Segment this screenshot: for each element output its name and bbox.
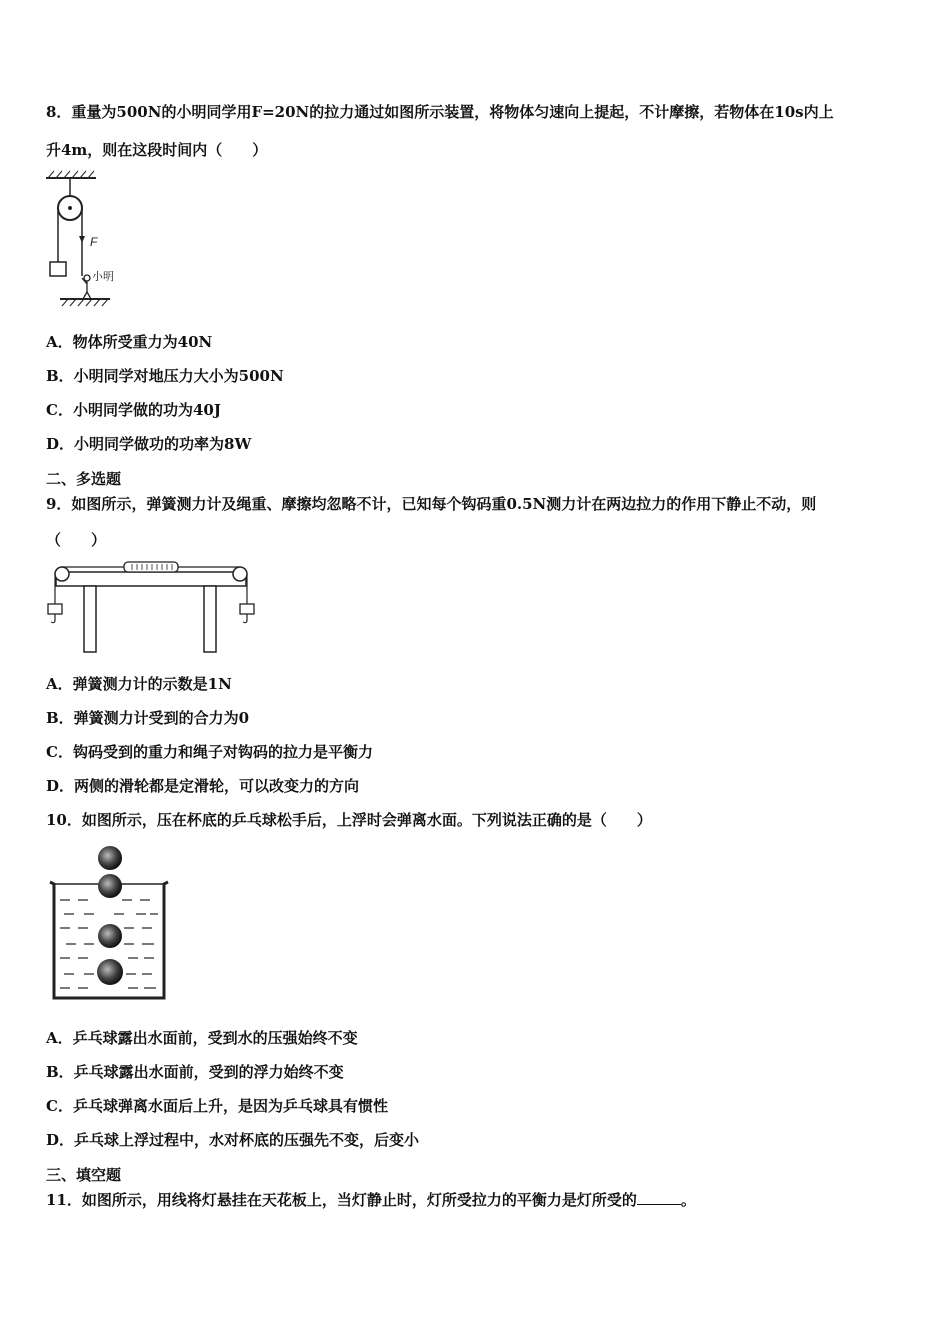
q9-option-d: D．两侧的滑轮都是定滑轮，可以改变力的方向 — [46, 777, 360, 795]
q10-option-b: B．乒乓球露出水面前，受到的浮力始终不变 — [46, 1063, 344, 1081]
q9-stem-line2: （ ） — [46, 531, 107, 549]
ping-pong-beaker-figure — [44, 844, 174, 1004]
q8-stem-line1: 8．重量为500N的小明同学用F=20N的拉力通过如图所示装置，将物体匀速向上提起，不计摩擦，若物体在10s内上 — [46, 103, 834, 121]
q11-stem — [46, 1190, 696, 1210]
person-label: 小明 — [92, 270, 114, 283]
section-heading-fill-in: 三、填空题 — [46, 1166, 122, 1184]
q10-option-c: C．乒乓球弹离水面后上升，是因为乒乓球具有惯性 — [46, 1097, 388, 1115]
q8-option-d: D．小明同学做功的功率为8W — [46, 435, 252, 453]
q9-stem-line1: 9．如图所示，弹簧测力计及绳重、摩擦均忽略不计，已知每个钩码重0.5N测力计在两边拉力的作用下静止不动，则 — [46, 495, 817, 513]
section-heading-multiple-choice: 二、多选题 — [46, 470, 122, 488]
q9-option-c: C．钩码受到的重力和绳子对钩码的拉力是平衡力 — [46, 743, 373, 761]
force-label: F — [90, 235, 98, 249]
answer-blank — [637, 1190, 681, 1205]
q8-option-c: C．小明同学做的功为40J — [46, 401, 221, 419]
q10-option-d: D．乒乓球上浮过程中，水对杯底的压强先不变，后变小 — [46, 1131, 420, 1149]
q9-option-b: B．弹簧测力计受到的合力为0 — [46, 709, 250, 727]
q11-end: 。 — [680, 1191, 696, 1209]
q10-stem: 10．如图所示，压在杯底的乒乓球松手后，上浮时会弹离水面。下列说法正确的是（ ） — [46, 811, 652, 829]
q10-option-a: A．乒乓球露出水面前，受到水的压强始终不变 — [46, 1029, 358, 1047]
q8-option-b: B．小明同学对地压力大小为500N — [46, 367, 284, 385]
q11-text: 11．如图所示，用线将灯悬挂在天花板上，当灯静止时，灯所受拉力的平衡力是灯所受的 — [46, 1191, 637, 1209]
pulley-figure — [40, 168, 130, 310]
q9-option-a: A．弹簧测力计的示数是1N — [46, 675, 232, 693]
spring-scale-figure — [44, 560, 256, 654]
q8-stem-line2: 升4m，则在这段时间内（ ） — [46, 141, 268, 159]
q8-option-a: A．物体所受重力为40N — [46, 333, 213, 351]
